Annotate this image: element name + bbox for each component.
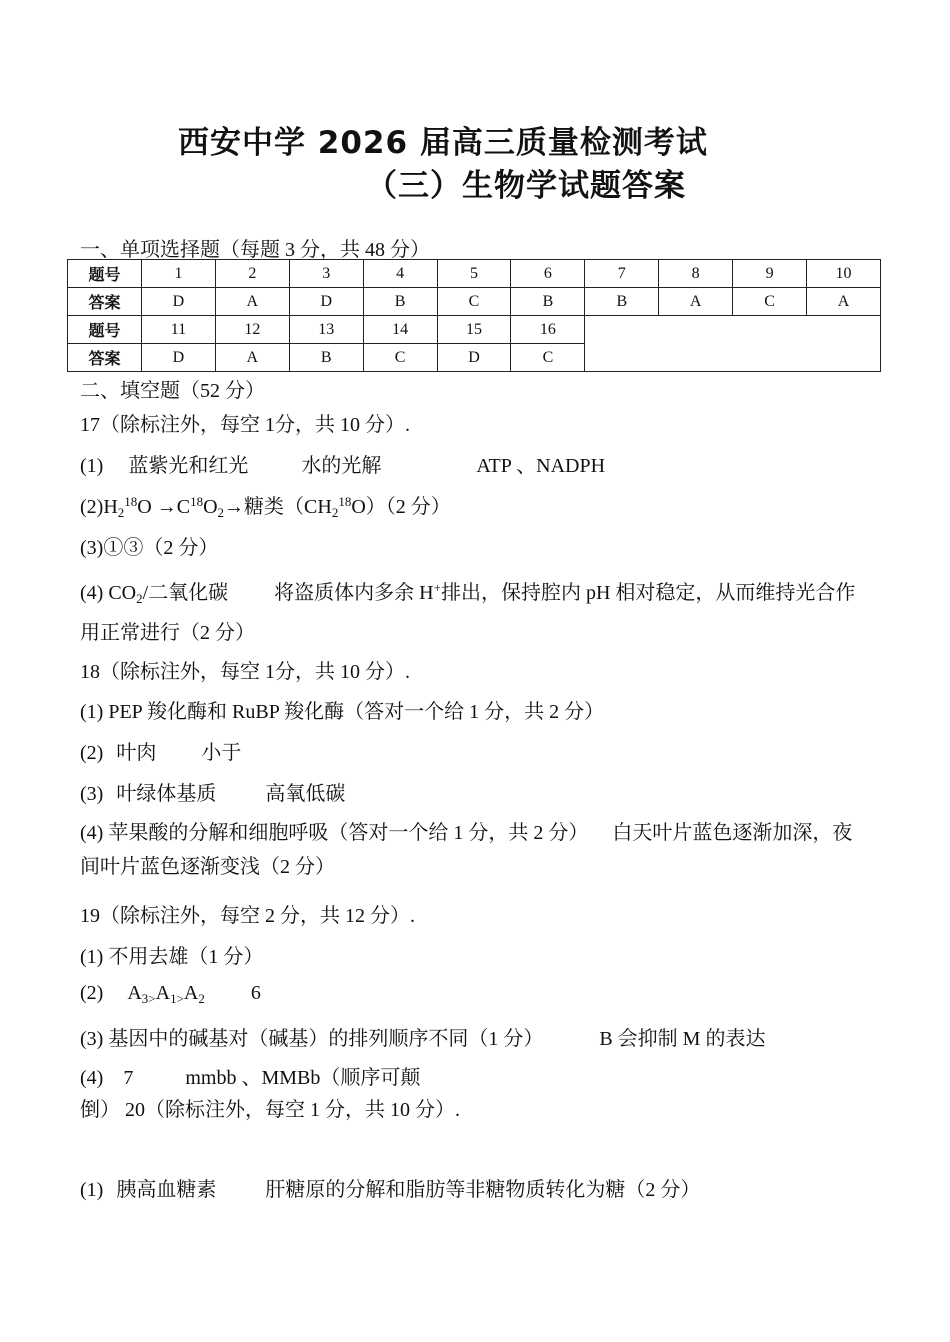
q18-part2: (2) 叶肉 小于: [80, 742, 242, 764]
q-number: 8: [659, 260, 733, 288]
answer-cell: D: [437, 344, 511, 372]
q-number: 3: [289, 260, 363, 288]
answer-cell: C: [511, 344, 585, 372]
q-number: 2: [215, 260, 289, 288]
answer-cell: B: [363, 288, 437, 316]
answer-cell: A: [659, 288, 733, 316]
q19-part2: (2) $A_{3>}A_{1>}A_2$ 6: [80, 982, 261, 1006]
q-number: 1: [142, 260, 216, 288]
row-label-a: 答案: [68, 288, 142, 316]
q17-part4: (4) $CO_2/$二氧化碳 将盗质体内多余 H+排出，保持腔内 pH 相对稳定，从而维持光合作用正常进行（2 分）: [80, 580, 856, 644]
q17-intro: 17（除标注外，每空 1分，共 10 分）.: [80, 414, 410, 436]
answer-cell: C: [437, 288, 511, 316]
answer-cell: B: [511, 288, 585, 316]
q19-part4: (4) 7 mmbb 、MMBb（顺序可颠倒） 20（除标注外，每空 1 分，共 10 分）.: [80, 1067, 460, 1121]
answer-text: ATP 、NADPH: [476, 455, 606, 477]
answer-cell: A: [215, 344, 289, 372]
section1-heading: 一、单项选择题（每题 3 分，共 48 分）: [80, 239, 430, 261]
row-label-q: 题号: [68, 260, 142, 288]
q19-part3: (3) 基因中的碱基对（碱基）的排列顺序不同（1 分） B 会抑制 M 的表达: [80, 1028, 766, 1050]
q-number: 11: [142, 316, 216, 344]
answer-cell: D: [142, 344, 216, 372]
section2-heading: 二、填空题（52 分）: [80, 380, 265, 402]
q20-part1: (1) 胰高血糖素 肝糖原的分解和脂肪等非糖物质转化为糖（2 分）: [80, 1179, 701, 1201]
q-number: 6: [511, 260, 585, 288]
answer-table: [67, 259, 881, 372]
q18-part1: (1) PEP 羧化酶和 RuBP 羧化酶（答对一个给 1 分，共 2 分）: [80, 701, 605, 723]
q-number: 4: [363, 260, 437, 288]
answer-cell: A: [215, 288, 289, 316]
row-label-a: 答案: [68, 344, 142, 372]
q-number: 12: [215, 316, 289, 344]
q17-part1: [80, 449, 605, 478]
answer-cell: A: [807, 288, 881, 316]
q17-part2: $(2)H_2^{18}O \to C^{18}O_2\to$糖类$(CH_2^{18}O)(2$ 分）: [80, 494, 451, 520]
q18-part3: (3) 叶绿体基质 高氧低碳: [80, 783, 346, 805]
answer-cell: D: [289, 288, 363, 316]
q-number: 5: [437, 260, 511, 288]
row-label-q: 题号: [68, 316, 142, 344]
answer-cell: C: [733, 288, 807, 316]
q18-part4: (4) 苹果酸的分解和细胞呼吸（答对一个给 1 分，共 2 分） 白天叶片蓝色逐渐加深，夜间叶片蓝色逐渐变浅（2 分）: [80, 822, 853, 878]
answer-text: 水的光解: [301, 455, 382, 477]
q-number: 10: [807, 260, 881, 288]
q-number: 7: [585, 260, 659, 288]
q-number: 13: [289, 316, 363, 344]
table-row-numbers-2: [68, 316, 881, 344]
q-number: 15: [437, 316, 511, 344]
empty-cell: [585, 316, 881, 372]
answer-cell: B: [289, 344, 363, 372]
q19-intro: 19（除标注外，每空 2 分，共 12 分）.: [80, 905, 415, 927]
q-number: 16: [511, 316, 585, 344]
answer-cell: B: [585, 288, 659, 316]
doc-title-line1: 西安中学 2026 届高三质量检测考试: [178, 125, 708, 161]
answer-cell: C: [363, 344, 437, 372]
table-row-answers-1: [68, 288, 881, 316]
table-row-numbers-1: [68, 260, 881, 288]
q19-part1: (1) 不用去雄（1 分）: [80, 946, 264, 968]
q-number: 14: [363, 316, 437, 344]
answer-text: 蓝紫光和红光: [128, 455, 249, 477]
q-number: 9: [733, 260, 807, 288]
q17-part3: (3)①③（2 分）: [80, 537, 219, 559]
part-label: (1): [80, 455, 104, 477]
q18-intro: 18（除标注外，每空 1分，共 10 分）.: [80, 661, 410, 683]
answer-cell: D: [142, 288, 216, 316]
doc-title-line2: （三）生物学试题答案: [366, 168, 686, 204]
